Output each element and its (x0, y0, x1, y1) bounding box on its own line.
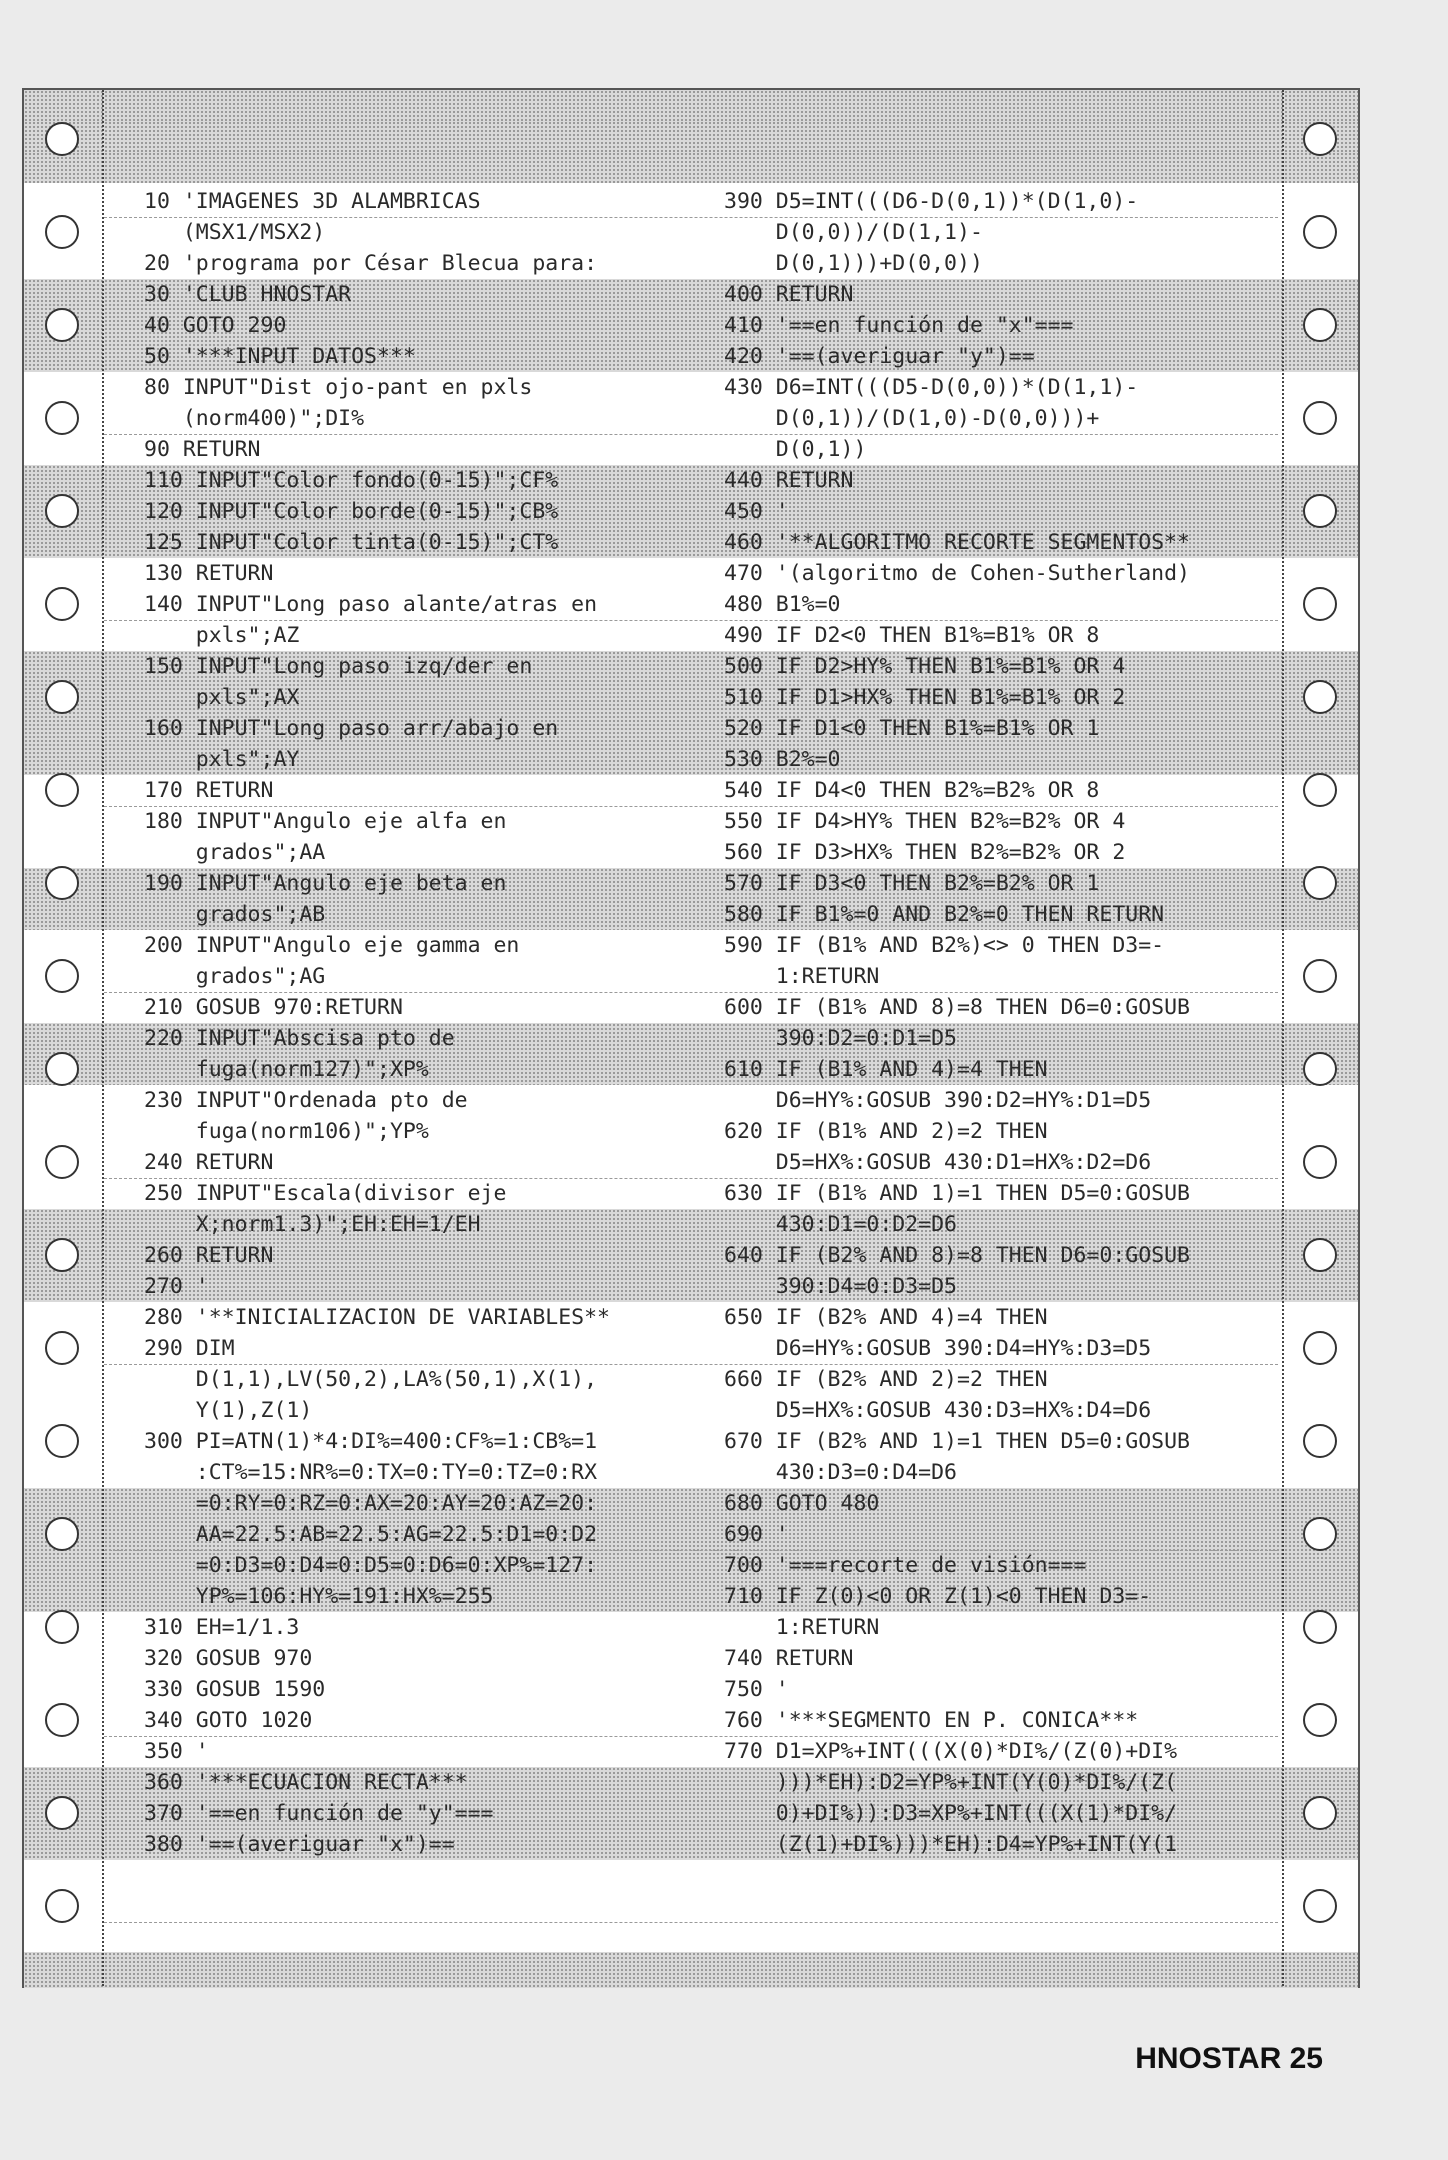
code-line: pxls";AY (144, 747, 300, 772)
code-line: 600 IF (B1% AND 8)=8 THEN D6=0:GOSUB (724, 995, 1190, 1020)
tractor-hole-icon (45, 1052, 79, 1086)
code-line: )))*EH):D2=YP%+INT(Y(0)*DI%/(Z( (724, 1770, 1178, 1795)
code-line: 630 IF (B1% AND 1)=1 THEN D5=0:GOSUB (724, 1181, 1190, 1206)
footer-band (24, 1952, 1358, 1988)
code-line: Y(1),Z(1) (144, 1398, 313, 1423)
code-line: 1:RETURN (724, 964, 880, 989)
tractor-hole-icon (45, 1517, 79, 1551)
tractor-hole-icon (1303, 215, 1337, 249)
listing-sheet (22, 88, 1360, 1988)
tractor-hole-icon (45, 1424, 79, 1458)
code-line: 470 '(algoritmo de Cohen-Sutherland) (724, 561, 1190, 586)
tractor-hole-icon (1303, 1889, 1337, 1923)
code-line: 750 ' (724, 1677, 789, 1702)
code-line: 700 '===recorte de visión=== (724, 1553, 1087, 1578)
code-line: D(0,0))/(D(1,1)- (724, 220, 983, 245)
tractor-hole-icon (1303, 1796, 1337, 1830)
code-line: 170 RETURN (144, 778, 274, 803)
code-line: 670 IF (B2% AND 1)=1 THEN D5=0:GOSUB (724, 1429, 1190, 1454)
code-line: 380 '==(averiguar "x")== (144, 1832, 455, 1857)
tractor-hole-icon (45, 959, 79, 993)
tractor-hole-icon (45, 773, 79, 807)
header-band (24, 90, 1358, 121)
tractor-hole-icon (1303, 680, 1337, 714)
tractor-hole-icon (1303, 308, 1337, 342)
code-column-left (144, 186, 734, 1860)
tractor-hole-icon (1303, 1052, 1337, 1086)
tractor-hole-icon (45, 680, 79, 714)
code-line: pxls";AX (144, 685, 300, 710)
code-line: 570 IF D3<0 THEN B2%=B2% OR 1 (724, 871, 1100, 896)
code-line: AA=22.5:AB=22.5:AG=22.5:D1=0:D2 (144, 1522, 598, 1547)
tractor-hole-icon (1303, 1238, 1337, 1272)
tractor-hole-icon (45, 401, 79, 435)
code-line: 10 'IMAGENES 3D ALAMBRICAS (144, 189, 481, 214)
code-column-right (724, 186, 1284, 1860)
page-footer: HNOSTAR 25 (1135, 2042, 1323, 2075)
code-line: 390 D5=INT(((D6-D(0,1))*(D(1,0)- (724, 189, 1139, 214)
perforation-line-left (102, 90, 104, 1986)
code-line: 1:RETURN (724, 1615, 880, 1640)
code-line: 460 '**ALGORITMO RECORTE SEGMENTOS** (724, 530, 1190, 555)
code-line: 550 IF D4>HY% THEN B2%=B2% OR 4 (724, 809, 1126, 834)
code-line: 760 '***SEGMENTO EN P. CONICA*** (724, 1708, 1139, 1733)
code-line: 770 D1=XP%+INT(((X(0)*DI%/(Z(0)+DI% (724, 1739, 1178, 1764)
code-line: 390:D4=0:D3=D5 (724, 1274, 957, 1299)
code-line: 270 ' (144, 1274, 209, 1299)
blank-row (24, 1890, 1358, 1921)
code-line: 125 INPUT"Color tinta(0-15)";CT% (144, 530, 559, 555)
code-line: fuga(norm127)";XP% (144, 1057, 429, 1082)
code-line: 500 IF D2>HY% THEN B1%=B1% OR 4 (724, 654, 1126, 679)
code-line: 130 RETURN (144, 561, 274, 586)
code-line: D(0,1)))+D(0,0)) (724, 251, 983, 276)
code-line: 150 INPUT"Long paso izq/der en (144, 654, 533, 679)
code-line: 480 B1%=0 (724, 592, 841, 617)
code-line: 530 B2%=0 (724, 747, 841, 772)
code-line: 330 GOSUB 1590 (144, 1677, 326, 1702)
code-line: 160 INPUT"Long paso arr/abajo en (144, 716, 559, 741)
code-line: 620 IF (B1% AND 2)=2 THEN (724, 1119, 1048, 1144)
code-line: 660 IF (B2% AND 2)=2 THEN (724, 1367, 1048, 1392)
code-line: (MSX1/MSX2) (144, 220, 326, 245)
code-line: 200 INPUT"Angulo eje gamma en (144, 933, 520, 958)
code-line: grados";AG (144, 964, 326, 989)
code-line: 510 IF D1>HX% THEN B1%=B1% OR 2 (724, 685, 1126, 710)
code-line: 250 INPUT"Escala(divisor eje (144, 1181, 507, 1206)
code-line: D(1,1),LV(50,2),LA%(50,1),X(1), (144, 1367, 598, 1392)
tractor-hole-icon (1303, 494, 1337, 528)
tractor-hole-icon (45, 1889, 79, 1923)
tractor-hole-icon (1303, 1424, 1337, 1458)
code-line: 210 GOSUB 970:RETURN (144, 995, 403, 1020)
code-line: 520 IF D1<0 THEN B1%=B1% OR 1 (724, 716, 1100, 741)
code-line: 300 PI=ATN(1)*4:DI%=400:CF%=1:CB%=1 (144, 1429, 598, 1454)
header-band (24, 152, 1358, 183)
code-line: 40 GOTO 290 (144, 313, 287, 338)
tractor-hole-icon (1303, 587, 1337, 621)
tractor-hole-icon (45, 308, 79, 342)
tractor-hole-icon (1303, 401, 1337, 435)
code-line: 430 D6=INT(((D5-D(0,0))*(D(1,1)- (724, 375, 1139, 400)
code-line: D(0,1)) (724, 437, 867, 462)
tractor-hole-icon (45, 494, 79, 528)
code-line: 340 GOTO 1020 (144, 1708, 313, 1733)
code-line: 390:D2=0:D1=D5 (724, 1026, 957, 1051)
code-line: D5=HX%:GOSUB 430:D3=HX%:D4=D6 (724, 1398, 1152, 1423)
code-line: D6=HY%:GOSUB 390:D4=HY%:D3=D5 (724, 1336, 1152, 1361)
tractor-hole-icon (45, 1238, 79, 1272)
code-line: 590 IF (B1% AND B2%)<> 0 THEN D3=- (724, 933, 1165, 958)
code-line: 610 IF (B1% AND 4)=4 THEN (724, 1057, 1048, 1082)
code-line: 540 IF D4<0 THEN B2%=B2% OR 8 (724, 778, 1100, 803)
code-line: 430:D1=0:D2=D6 (724, 1212, 957, 1237)
code-line: 230 INPUT"Ordenada pto de (144, 1088, 468, 1113)
tractor-hole-icon (1303, 1610, 1337, 1644)
tractor-hole-icon (45, 1610, 79, 1644)
code-line: 20 'programa por César Blecua para: (144, 251, 598, 276)
row-rule (104, 1922, 1278, 1923)
code-line: 0)+DI%)):D3=XP%+INT(((X(1)*DI%/ (724, 1801, 1178, 1826)
code-line: 560 IF D3>HX% THEN B2%=B2% OR 2 (724, 840, 1126, 865)
tractor-hole-icon (45, 122, 79, 156)
tractor-hole-icon (45, 1331, 79, 1365)
code-line: 420 '==(averiguar "y")== (724, 344, 1035, 369)
code-line: 350 ' (144, 1739, 209, 1764)
code-line: fuga(norm106)";YP% (144, 1119, 429, 1144)
code-line: D(0,1))/(D(1,0)-D(0,0)))+ (724, 406, 1100, 431)
code-line: X;norm1.3)";EH:EH=1/EH (144, 1212, 481, 1237)
code-line: 220 INPUT"Abscisa pto de (144, 1026, 455, 1051)
code-line: 690 ' (724, 1522, 789, 1547)
code-line: 290 DIM (144, 1336, 235, 1361)
code-line: 90 RETURN (144, 437, 261, 462)
tractor-hole-icon (1303, 959, 1337, 993)
code-line: 710 IF Z(0)<0 OR Z(1)<0 THEN D3=- (724, 1584, 1152, 1609)
tractor-hole-icon (45, 215, 79, 249)
tractor-hole-icon (45, 587, 79, 621)
code-line: 490 IF D2<0 THEN B1%=B1% OR 8 (724, 623, 1100, 648)
code-line: 240 RETURN (144, 1150, 274, 1175)
tractor-hole-icon (45, 866, 79, 900)
code-line: 650 IF (B2% AND 4)=4 THEN (724, 1305, 1048, 1330)
code-line: 30 'CLUB HNOSTAR (144, 282, 352, 307)
code-line: YP%=106:HY%=191:HX%=255 (144, 1584, 494, 1609)
code-line: 140 INPUT"Long paso alante/atras en (144, 592, 598, 617)
code-line: 120 INPUT"Color borde(0-15)";CB% (144, 499, 559, 524)
code-line: 410 '==en función de "x"=== (724, 313, 1074, 338)
code-line: D6=HY%:GOSUB 390:D2=HY%:D1=D5 (724, 1088, 1152, 1113)
code-line: 450 ' (724, 499, 789, 524)
tractor-hole-icon (45, 1796, 79, 1830)
tractor-hole-icon (45, 1703, 79, 1737)
code-line: 430:D3=0:D4=D6 (724, 1460, 957, 1485)
code-line: grados";AA (144, 840, 326, 865)
code-line: grados";AB (144, 902, 326, 927)
code-line: 260 RETURN (144, 1243, 274, 1268)
code-line: 180 INPUT"Angulo eje alfa en (144, 809, 507, 834)
tractor-hole-icon (1303, 866, 1337, 900)
code-line: pxls";AZ (144, 623, 300, 648)
code-line: 80 INPUT"Dist ojo-pant en pxls (144, 375, 533, 400)
code-line: 190 INPUT"Angulo eje beta en (144, 871, 507, 896)
code-line: 580 IF B1%=0 AND B2%=0 THEN RETURN (724, 902, 1165, 927)
code-line: 400 RETURN (724, 282, 854, 307)
tractor-hole-icon (1303, 122, 1337, 156)
tractor-hole-icon (1303, 773, 1337, 807)
code-line: =0:RY=0:RZ=0:AX=20:AY=20:AZ=20: (144, 1491, 598, 1516)
code-line: 370 '==en función de "y"=== (144, 1801, 494, 1826)
code-line: 740 RETURN (724, 1646, 854, 1671)
tractor-hole-icon (45, 1145, 79, 1179)
code-line: 640 IF (B2% AND 8)=8 THEN D6=0:GOSUB (724, 1243, 1190, 1268)
tractor-hole-icon (1303, 1703, 1337, 1737)
tractor-hole-icon (1303, 1517, 1337, 1551)
code-line: D5=HX%:GOSUB 430:D1=HX%:D2=D6 (724, 1150, 1152, 1175)
tractor-hole-icon (1303, 1145, 1337, 1179)
code-line: 310 EH=1/1.3 (144, 1615, 300, 1640)
header-band (24, 121, 1358, 152)
code-line: :CT%=15:NR%=0:TX=0:TY=0:TZ=0:RX (144, 1460, 598, 1485)
code-line: (Z(1)+DI%)))*EH):D4=YP%+INT(Y(1 (724, 1832, 1178, 1857)
code-line: (norm400)";DI% (144, 406, 365, 431)
code-line: 680 GOTO 480 (724, 1491, 880, 1516)
code-line: 440 RETURN (724, 468, 854, 493)
code-line: 50 '***INPUT DATOS*** (144, 344, 416, 369)
code-line: 360 '***ECUACION RECTA*** (144, 1770, 468, 1795)
code-line: 320 GOSUB 970 (144, 1646, 313, 1671)
code-line: 280 '**INICIALIZACION DE VARIABLES** (144, 1305, 610, 1330)
code-line: =0:D3=0:D4=0:D5=0:D6=0:XP%=127: (144, 1553, 598, 1578)
code-line: 110 INPUT"Color fondo(0-15)";CF% (144, 468, 559, 493)
tractor-hole-icon (1303, 1331, 1337, 1365)
